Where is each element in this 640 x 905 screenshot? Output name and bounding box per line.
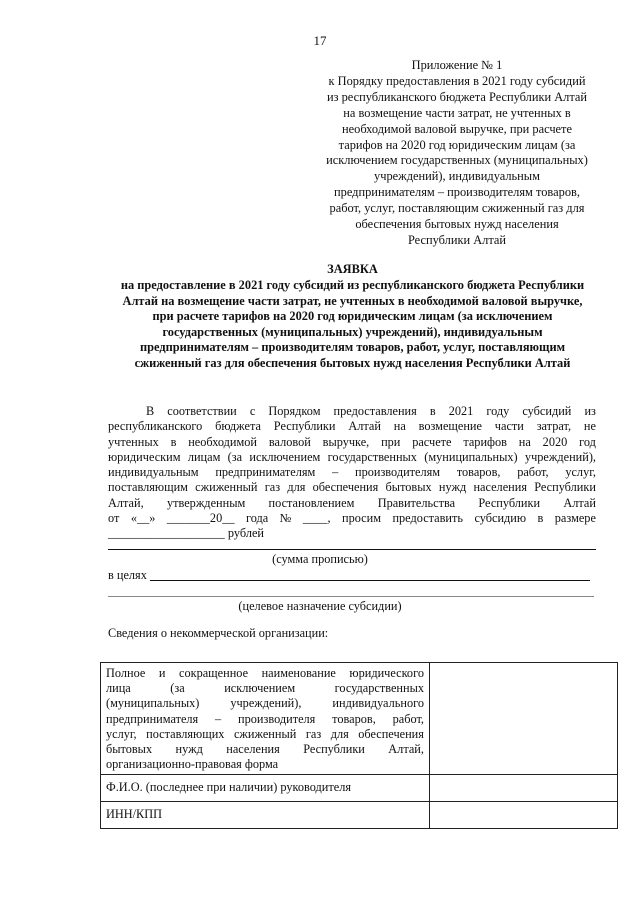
word: производителя [238,711,316,726]
word: Алтай, [108,495,144,510]
word: учтенных [108,434,159,449]
inn-kpp-value-cell[interactable] [430,802,618,829]
appendix-line: работ, услуг, поставляющим сжиженный газ для [329,201,585,216]
application-body [108,404,596,542]
director-name-label-cell: Ф.И.О. (последнее при наличии) руководителя [101,775,430,802]
word: сжиженный [233,726,297,741]
word: просим [341,511,381,526]
word: – [215,711,222,726]
word: индивидуального [332,696,424,711]
appendix-line: исключением государственных (муниципальных) [326,153,588,168]
word: государственных [327,449,417,464]
word: поставляющих [146,726,225,741]
word: товаров, [456,465,501,480]
word: возмещение [418,419,482,434]
word: обеспечения [358,726,424,741]
word: году [486,404,510,418]
word: Алтай, [388,742,424,757]
word: затрат, [536,419,572,434]
word: предпринимателя [106,711,199,726]
word: год [579,434,596,449]
cell-line [106,712,424,727]
word: Республики [273,419,336,434]
word: населения [226,742,280,757]
word: услуг, [106,726,137,741]
word: необходимой [188,434,258,449]
word: поставляющим [108,480,188,495]
body-line [108,450,596,465]
org-info-label: Сведения о некоммерческой организации: [108,626,329,640]
word: субсидию [474,511,527,526]
word: (за [227,449,243,464]
body-line [108,465,596,480]
word: тарифов [463,434,507,449]
word: в [537,511,544,526]
word: Порядком [268,404,321,418]
appendix-line: обеспечения бытовых нужд населения [355,217,559,232]
org-name-value-cell[interactable] [430,663,618,775]
word: (муниципальных) [424,449,518,464]
word: юридического [349,666,424,680]
amount-line: ___________________ рублей [108,526,264,541]
word: предоставления [333,404,417,418]
word: лица [106,681,131,696]
application-title [90,262,615,372]
cell-line [106,696,424,711]
word: года [245,511,269,526]
word: предпринимателям [215,465,316,480]
body-line [108,511,596,526]
body-line [108,419,596,434]
word: учреждений), [230,696,302,711]
word: выручке, [322,434,370,449]
title-line: сжиженный газ для обеспечения бытовых нужд населения Республики Алтай [134,356,571,371]
word: с [249,404,256,418]
word: наименование [261,666,336,680]
body-line [108,496,596,511]
body-line [108,435,596,450]
word: не [583,419,596,434]
word: бюджета [215,419,261,434]
inn-kpp-label-cell: ИНН/КПП [101,802,430,829]
word: на [518,434,531,449]
word: республиканского [108,419,203,434]
word: и [158,666,166,680]
word: «__» [130,511,156,526]
purpose-caption: (целевое назначение субсидии) [238,599,402,613]
appendix-line: Республики Алтай [407,232,507,247]
table-row [101,775,618,802]
word: Алтай [563,495,596,510]
word: газ [305,726,322,741]
appendix-line: к Порядку предоставления в 2021 году субсидий [328,73,586,88]
cell-line [106,742,424,757]
word: нужд [438,480,467,495]
word: 2021 [448,404,474,418]
word: в [429,404,436,418]
word: Правительства [377,495,456,510]
word: сжиженный [195,480,258,495]
word: 2020 [542,434,568,449]
word: расчете [412,434,452,449]
word: постановлением [268,495,355,510]
appendix-line: предпринимателям – производителям товаров, [334,185,580,200]
word: услуг, [565,465,596,480]
word: работ, [517,465,549,480]
title-line: Алтай на возмещение части затрат, не учтенных в необходимой валовой выручке, [122,293,583,308]
title-line: предпринимателям – производителям товаров, работ, услуг, поставляющим [139,340,566,355]
word: для [287,480,306,495]
word: из [584,404,596,418]
word: № [279,511,292,526]
word: государственных [334,681,424,696]
appendix-line: из республиканского бюджета Республики Алтай [326,89,588,104]
body-line [108,404,596,419]
cell-line [106,681,424,696]
purpose-field[interactable] [150,580,590,581]
word: – [332,465,339,480]
title-line: при расчете тарифов на 2020 год юридическим лицам (за исключением [152,309,553,324]
word: учреждений), [524,449,596,464]
word: Республики [534,480,596,495]
word: обеспечения [312,480,379,495]
word: лицам [187,449,221,464]
body-line [108,480,596,495]
director-name-value-cell[interactable] [430,775,618,802]
title-heading: ЗАЯВКА [327,262,378,276]
page-number: 17 [313,33,327,48]
table-row [101,802,618,829]
word: нужд [175,742,203,757]
word: _______20__ [166,511,235,526]
word: юридическим [108,449,181,464]
word: Республики [478,495,541,510]
word: газ [264,480,281,495]
word: сокращенное [179,666,249,680]
word: Алтай [348,419,381,434]
cell-line: организационно-правовая форма [106,757,279,772]
word: индивидуальным [108,465,199,480]
word: валовой [268,434,311,449]
sum-caption: (сумма прописью) [272,552,368,566]
title-line: государственных (муниципальных) учреждений), индивидуальным [162,324,543,339]
word: от [108,511,120,526]
word: исключением [224,681,296,696]
word: Полное [106,666,146,680]
appendix-line: необходимой валовой выручке, при расчете [342,121,572,136]
word: товаров, [332,711,376,726]
purpose-label: в целях [108,568,147,582]
word: соответствии [167,404,237,418]
word: субсидий [522,404,572,418]
org-name-label-cell [101,663,430,775]
word: работ, [392,711,424,726]
sum-in-words-field[interactable] [108,549,596,550]
word: утвержденным [166,495,246,510]
word: населения [473,480,527,495]
word: размере [554,511,596,526]
appendix-line: тарифов на 2020 год юридическим лицам (за [338,137,576,152]
appendix-block [305,58,609,249]
purpose-field-second-line[interactable] [108,596,594,597]
word: производителям [354,465,441,480]
appendix-line: Приложение № 1 [411,58,503,72]
table-row [101,663,618,775]
word: бытовых [106,742,153,757]
word: Республики [303,742,365,757]
word: в [170,434,177,449]
word: бытовых [385,480,432,495]
org-info-table [100,662,618,829]
title-line: на предоставление в 2021 году субсидий из республиканского бюджета Республики [120,278,585,293]
word: предоставить [392,511,463,526]
word: (за [170,681,185,696]
cell-line [106,727,424,742]
word: при [381,434,401,449]
word: исключением [249,449,321,464]
word: для [330,726,349,741]
appendix-line: на возмещение части затрат, не учтенных в [343,105,571,120]
word: ____, [302,511,331,526]
word: на [393,419,406,434]
cell-line [106,666,424,681]
word: (муниципальных) [106,696,200,711]
word: части [494,419,524,434]
word: В [146,404,155,418]
appendix-line: учреждений), индивидуальным [374,169,540,184]
